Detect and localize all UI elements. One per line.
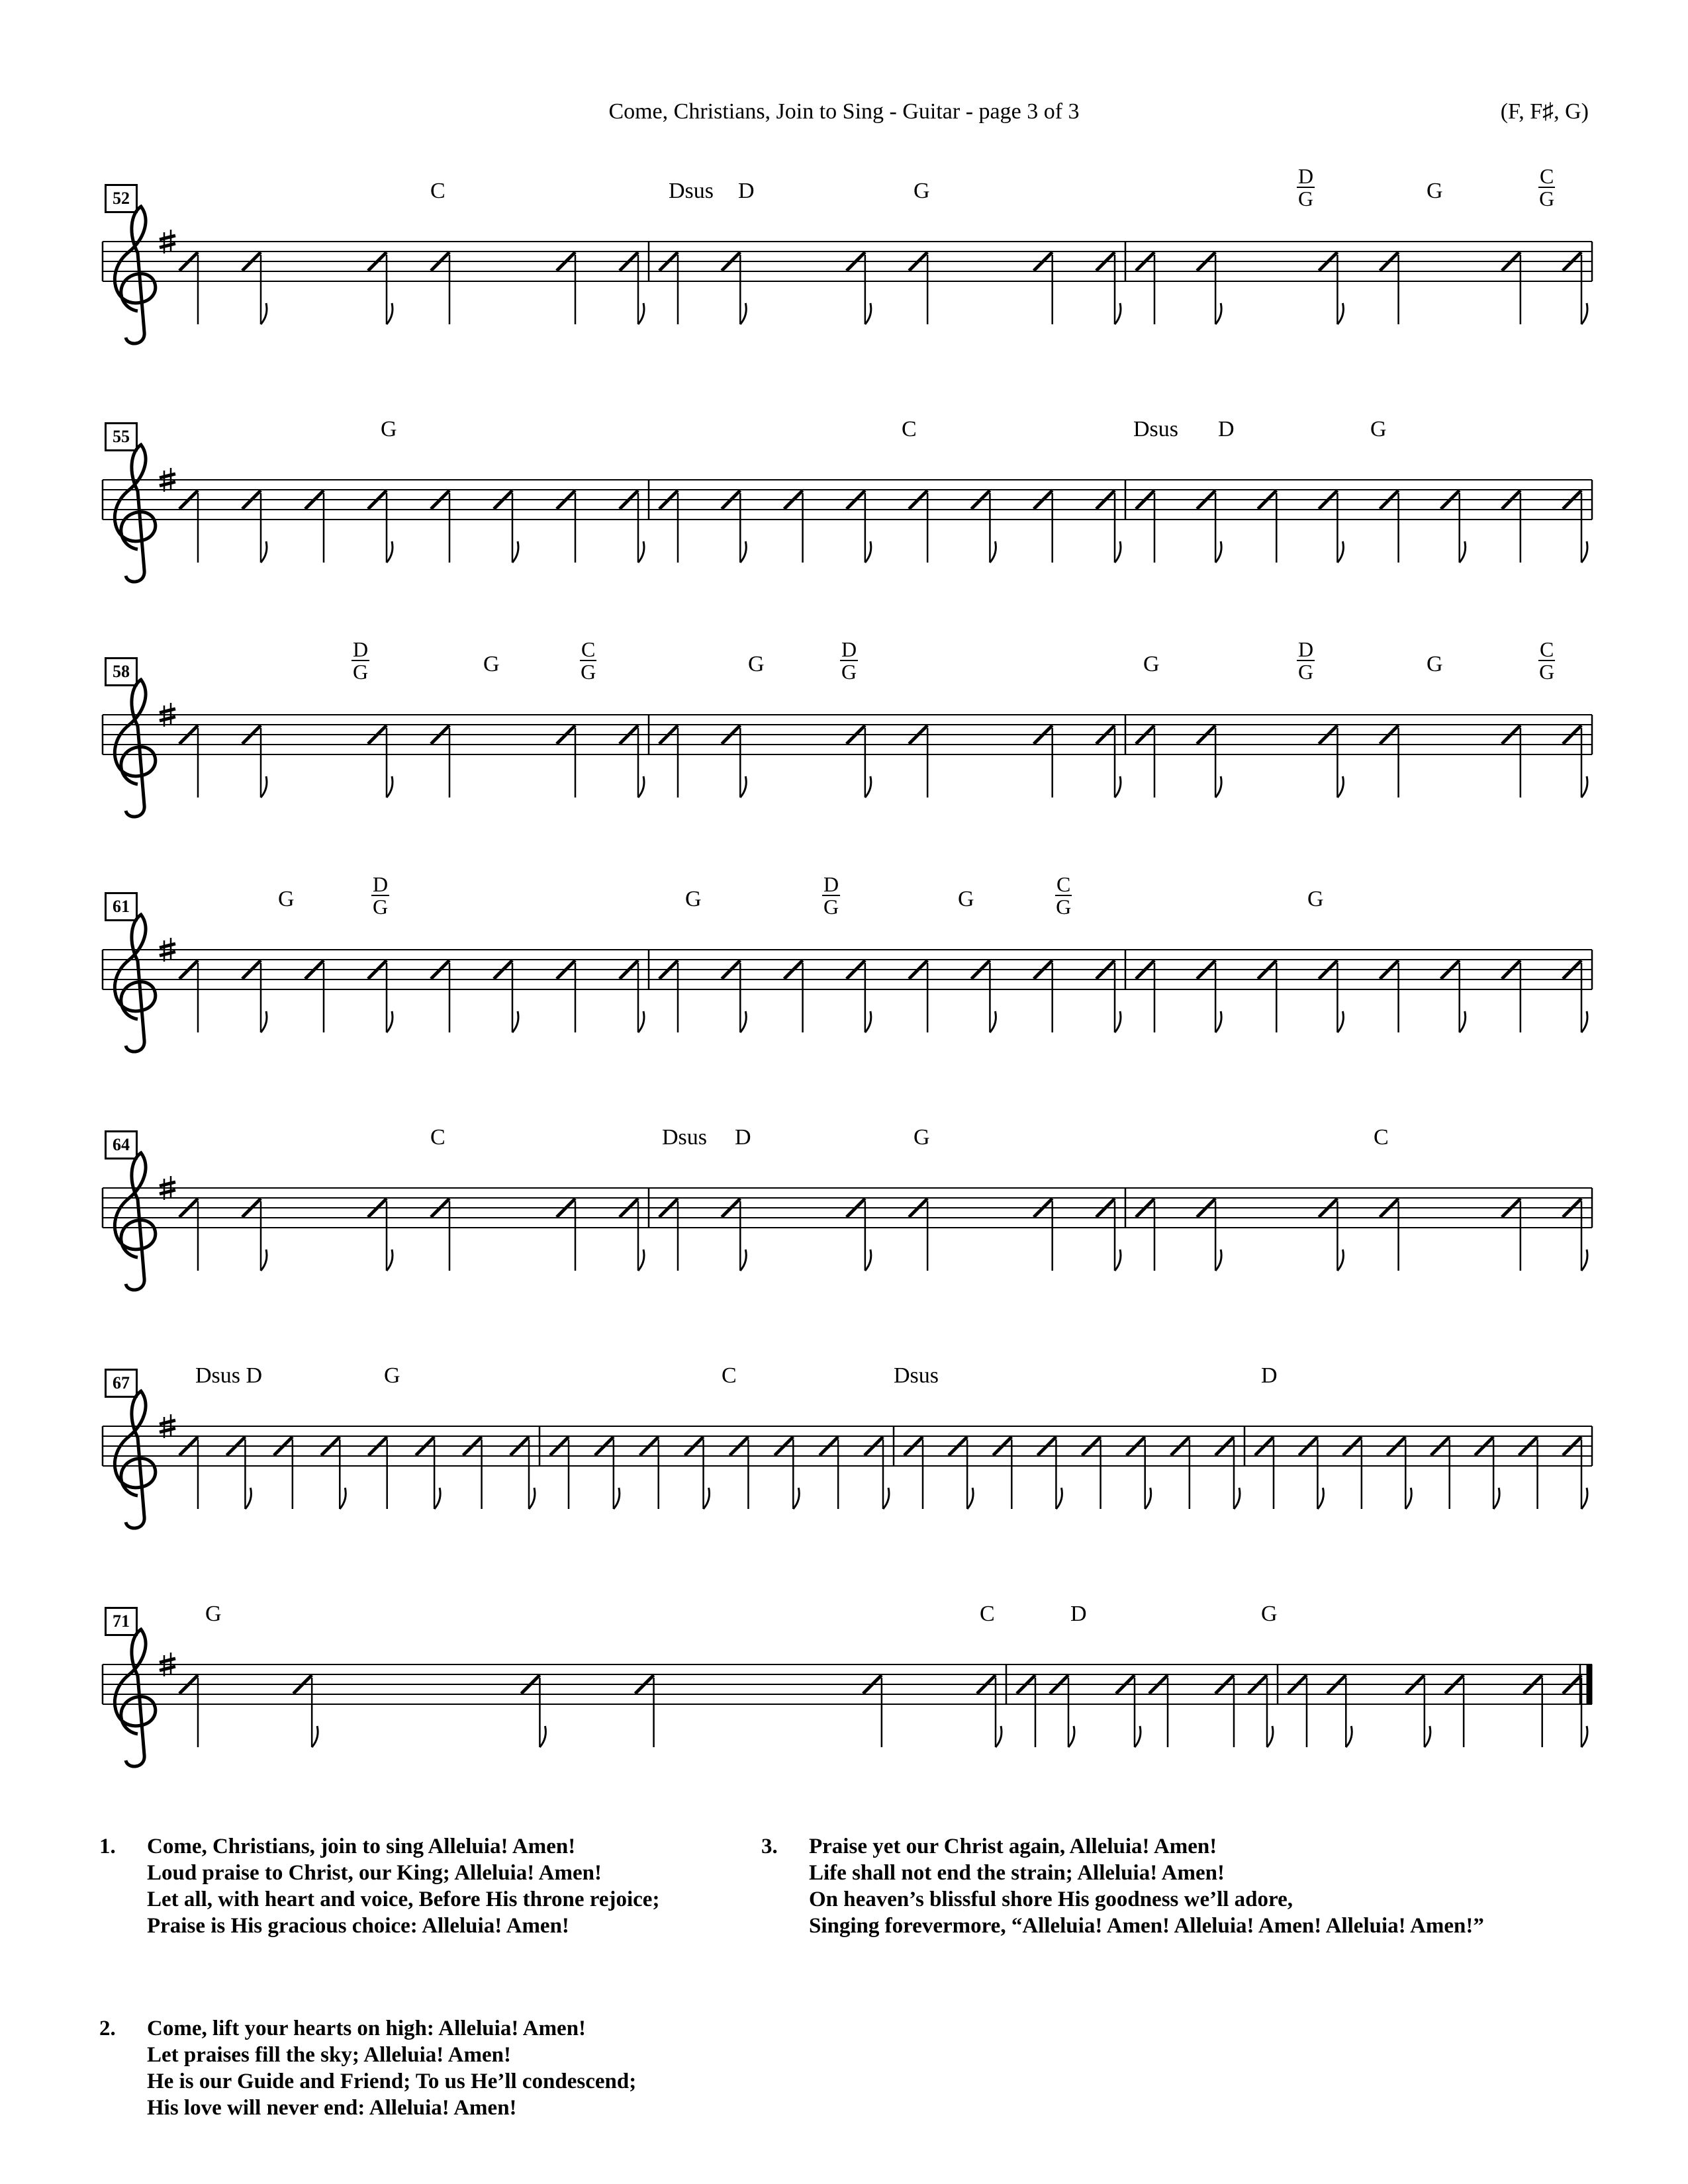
slash-note xyxy=(949,1437,973,1509)
slash-note xyxy=(847,960,871,1032)
chord-symbol: G xyxy=(1261,1602,1278,1626)
slash-note xyxy=(242,490,267,563)
slash-note xyxy=(557,960,575,1032)
chord-symbol: D xyxy=(1218,417,1235,441)
slash-note xyxy=(977,1675,1002,1747)
slash-note xyxy=(847,725,871,797)
slash-note xyxy=(431,490,449,563)
treble-clef-icon xyxy=(115,1153,155,1290)
chord-symbol: G xyxy=(278,887,295,911)
treble-clef-icon xyxy=(115,1391,155,1528)
measure-number: 55 xyxy=(105,422,138,451)
slash-note xyxy=(321,1437,346,1509)
slash-note xyxy=(494,960,518,1032)
slash-note xyxy=(179,1199,198,1271)
slash-note xyxy=(620,252,644,324)
slash-chord-top: C xyxy=(1540,637,1554,661)
slash-note xyxy=(1563,1437,1587,1509)
slash-note xyxy=(1380,1199,1399,1271)
slash-note xyxy=(242,252,267,324)
lyric-line: Life shall not end the strain; Alleluia! Amen! xyxy=(809,1861,1225,1885)
slash-note xyxy=(557,490,575,563)
staff-system-58 xyxy=(0,637,1688,837)
slash-note xyxy=(904,1437,923,1509)
chord-symbol: G xyxy=(1307,887,1324,911)
slash-note xyxy=(1319,490,1343,563)
slash-chord-bass: G xyxy=(1298,660,1314,684)
slash-note xyxy=(1563,1199,1587,1271)
slash-note xyxy=(971,960,996,1032)
slash-note xyxy=(1136,1199,1154,1271)
slash-note xyxy=(1149,1675,1168,1747)
treble-clef-icon xyxy=(115,915,155,1052)
slash-note xyxy=(729,1437,748,1509)
staff-system-71 xyxy=(0,1602,1688,1787)
slash-chord xyxy=(1297,639,1315,682)
slash-note xyxy=(242,1199,267,1271)
slash-note xyxy=(1136,725,1154,797)
slash-chord-top: D xyxy=(823,872,839,896)
slash-note xyxy=(431,1199,449,1271)
slash-chord xyxy=(822,874,840,917)
chord-symbol: C xyxy=(430,1125,445,1150)
chord-symbol: Dsus xyxy=(669,179,714,203)
slash-note xyxy=(1096,490,1121,563)
slash-note xyxy=(722,252,746,324)
slash-note xyxy=(557,1199,575,1271)
slash-note xyxy=(971,490,996,563)
lyric-line: Let praises fill the sky; Alleluia! Amen! xyxy=(147,2043,511,2067)
slash-note xyxy=(685,1437,710,1509)
chord-symbol: G xyxy=(1143,652,1160,676)
slash-chord xyxy=(1055,874,1072,917)
chord-symbol: G xyxy=(381,417,397,441)
slash-chord-bass: G xyxy=(373,895,389,919)
slash-note xyxy=(1563,252,1587,324)
slash-note xyxy=(179,252,198,324)
staff-svg xyxy=(0,1363,1688,1549)
staff-system-61 xyxy=(0,872,1688,1072)
chord-symbol: C xyxy=(902,417,917,441)
slash-note xyxy=(274,1437,293,1509)
slash-note xyxy=(1096,725,1121,797)
slash-note xyxy=(1380,960,1399,1032)
verse-number: 2. xyxy=(99,2017,116,2040)
slash-note xyxy=(1299,1437,1323,1509)
slash-note xyxy=(640,1437,659,1509)
slash-note xyxy=(620,490,644,563)
slash-note xyxy=(620,1199,644,1271)
slash-note xyxy=(1136,960,1154,1032)
slash-note xyxy=(494,490,518,563)
slash-note xyxy=(179,1437,198,1509)
lyric-line: Let all, with heart and voice, Before His throne rejoice; xyxy=(147,1888,660,1911)
chord-symbol: Dsus xyxy=(662,1125,708,1150)
slash-note xyxy=(368,960,393,1032)
slash-note xyxy=(242,725,267,797)
slash-note xyxy=(1136,490,1154,563)
slash-note xyxy=(368,490,393,563)
staff-svg xyxy=(0,1602,1688,1787)
slash-chord-top: D xyxy=(353,637,369,661)
lyric-line: Come, lift your hearts on high: Alleluia! Amen! xyxy=(147,2017,586,2040)
slash-chord xyxy=(371,874,389,917)
chord-symbol: C xyxy=(430,179,445,203)
slash-note xyxy=(1096,252,1121,324)
staff-svg xyxy=(0,179,1688,364)
slash-note xyxy=(368,252,393,324)
slash-note xyxy=(1502,490,1521,563)
lyric-line: Come, Christians, join to sing Alleluia! Amen! xyxy=(147,1835,576,1858)
slash-note xyxy=(1034,490,1053,563)
chord-symbol: Dsus xyxy=(1133,417,1179,441)
slash-note xyxy=(521,1675,545,1747)
staff-svg xyxy=(0,1125,1688,1310)
lyric-line: His love will never end: Alleluia! Amen! xyxy=(147,2096,517,2120)
slash-note xyxy=(1387,1437,1411,1509)
slash-note xyxy=(179,725,198,797)
measure-number: 52 xyxy=(105,184,138,213)
slash-note xyxy=(1441,960,1466,1032)
slash-note xyxy=(784,960,803,1032)
slash-note xyxy=(431,960,449,1032)
slash-note xyxy=(179,960,198,1032)
slash-note xyxy=(1017,1675,1035,1747)
slash-note xyxy=(993,1437,1011,1509)
slash-chord-bass: G xyxy=(353,660,369,684)
chord-symbol: C xyxy=(1374,1125,1389,1150)
slash-chord-bass: G xyxy=(1298,187,1314,210)
slash-note xyxy=(1319,960,1343,1032)
verse-number: 1. xyxy=(99,1835,116,1858)
slash-note xyxy=(865,1437,889,1509)
slash-note xyxy=(1034,725,1053,797)
slash-chord xyxy=(352,639,369,682)
slash-chord-bass: G xyxy=(581,660,596,684)
measure-number: 71 xyxy=(105,1607,138,1636)
slash-note xyxy=(909,960,927,1032)
slash-note xyxy=(368,1199,393,1271)
slash-note xyxy=(595,1437,620,1509)
chord-symbol: G xyxy=(384,1363,400,1388)
chord-symbol: D xyxy=(738,179,755,203)
slash-note xyxy=(909,490,927,563)
slash-chord-top: D xyxy=(1298,637,1314,661)
slash-note xyxy=(847,252,871,324)
slash-note xyxy=(863,1675,882,1747)
treble-clef-icon xyxy=(115,445,155,582)
slash-note xyxy=(1171,1437,1190,1509)
slash-note xyxy=(1563,1675,1587,1747)
slash-note xyxy=(659,960,678,1032)
staff-system-52 xyxy=(0,164,1688,364)
chord-symbol: D xyxy=(1070,1602,1087,1626)
chord-symbol: C xyxy=(722,1363,737,1388)
slash-note xyxy=(1563,725,1587,797)
slash-note xyxy=(1197,960,1221,1032)
slash-chord-bass: G xyxy=(823,895,839,919)
treble-clef-icon xyxy=(115,1629,155,1766)
slash-note xyxy=(226,1437,251,1509)
chord-symbol: G xyxy=(1427,652,1443,676)
slash-note xyxy=(1034,252,1053,324)
slash-note xyxy=(909,725,927,797)
slash-note xyxy=(369,1437,387,1509)
chord-symbol: D xyxy=(1261,1363,1278,1388)
slash-note xyxy=(1380,252,1399,324)
slash-chord xyxy=(1538,639,1555,682)
chord-symbol: C xyxy=(980,1602,995,1626)
slash-chord xyxy=(1297,165,1315,209)
verse-number: 3. xyxy=(761,1835,778,1858)
slash-note xyxy=(1319,1199,1343,1271)
slash-chord xyxy=(580,639,596,682)
slash-note xyxy=(1255,1437,1274,1509)
staff-system-64 xyxy=(0,1125,1688,1310)
slash-note xyxy=(722,490,746,563)
slash-note xyxy=(293,1675,318,1747)
slash-note xyxy=(431,252,449,324)
slash-note xyxy=(1116,1675,1141,1747)
chord-symbol: G xyxy=(1427,179,1443,203)
key-list: (F, F♯, G) xyxy=(1500,99,1589,124)
slash-note xyxy=(1343,1437,1362,1509)
slash-note xyxy=(620,960,644,1032)
slash-note xyxy=(784,490,803,563)
slash-chord-top: D xyxy=(373,872,389,896)
slash-note xyxy=(659,490,678,563)
slash-chord xyxy=(840,639,858,682)
slash-note xyxy=(1431,1437,1450,1509)
slash-chord-top: D xyxy=(841,637,857,661)
slash-note xyxy=(179,1675,198,1747)
slash-note xyxy=(1197,252,1221,324)
slash-note xyxy=(659,725,678,797)
slash-note xyxy=(1096,960,1121,1032)
lyric-line: Praise yet our Christ again, Alleluia! Amen! xyxy=(809,1835,1217,1858)
slash-chord-top: C xyxy=(1540,164,1554,188)
slash-note xyxy=(1475,1437,1499,1509)
slash-note xyxy=(557,252,575,324)
slash-note xyxy=(179,490,198,563)
chord-symbol: G xyxy=(958,887,974,911)
slash-note xyxy=(1441,490,1466,563)
slash-note xyxy=(1563,960,1587,1032)
slash-note xyxy=(1406,1675,1430,1747)
measure-number: 61 xyxy=(105,892,138,921)
slash-note xyxy=(550,1437,569,1509)
slash-note xyxy=(1037,1437,1062,1509)
slash-note xyxy=(1258,960,1276,1032)
staff-system-67 xyxy=(0,1363,1688,1549)
slash-note xyxy=(1288,1675,1307,1747)
slash-note xyxy=(557,725,575,797)
slash-note xyxy=(416,1437,440,1509)
slash-note xyxy=(1319,252,1343,324)
chord-symbol: G xyxy=(685,887,702,911)
slash-note xyxy=(722,1199,746,1271)
chord-symbol: Dsus D xyxy=(195,1363,263,1388)
lyric-line: Praise is His gracious choice: Alleluia! Amen! xyxy=(147,1914,569,1938)
slash-note xyxy=(1050,1675,1074,1747)
lyric-line: On heaven’s blissful shore His goodness we’ll adore, xyxy=(809,1888,1293,1911)
slash-note xyxy=(1034,1199,1053,1271)
slash-note xyxy=(820,1437,838,1509)
slash-chord-top: D xyxy=(1298,164,1314,188)
chord-symbol: G xyxy=(205,1602,222,1626)
slash-note xyxy=(1034,960,1053,1032)
verse-2 xyxy=(99,2015,636,2121)
measure-number: 64 xyxy=(105,1130,138,1160)
slash-chord-bass: G xyxy=(841,660,857,684)
slash-note xyxy=(431,725,449,797)
chord-symbol: G xyxy=(483,652,500,676)
slash-note xyxy=(1502,1199,1521,1271)
slash-chord-bass: G xyxy=(1056,895,1072,919)
slash-note xyxy=(1380,490,1399,563)
chord-symbol: G xyxy=(1370,417,1387,441)
slash-note xyxy=(368,725,393,797)
verse-3 xyxy=(761,1833,1484,1939)
measure-number: 67 xyxy=(105,1369,138,1398)
chord-symbol: G xyxy=(748,652,765,676)
slash-note xyxy=(909,252,927,324)
slash-note xyxy=(1127,1437,1151,1509)
slash-note xyxy=(242,960,267,1032)
slash-note xyxy=(722,960,746,1032)
chord-symbol: G xyxy=(914,179,930,203)
slash-note xyxy=(659,252,678,324)
slash-note xyxy=(1524,1675,1542,1747)
slash-note xyxy=(1445,1675,1464,1747)
slash-chord-top: C xyxy=(581,637,596,661)
slash-note xyxy=(463,1437,482,1509)
verse-1 xyxy=(99,1833,659,1939)
lyric-line: Singing forevermore, “Alleluia! Amen! Alleluia! Amen! Alleluia! Amen!” xyxy=(809,1914,1484,1938)
slash-note xyxy=(1563,490,1587,563)
chord-symbol: G xyxy=(914,1125,930,1150)
slash-note xyxy=(1502,252,1521,324)
slash-note xyxy=(1096,1199,1121,1271)
lyric-line: Loud praise to Christ, our King; Alleluia! Amen! xyxy=(147,1861,602,1885)
slash-chord xyxy=(1538,165,1555,209)
staff-svg xyxy=(0,417,1688,602)
slash-note xyxy=(1380,725,1399,797)
lyric-line: He is our Guide and Friend; To us He’ll condescend; xyxy=(147,2070,637,2093)
slash-note xyxy=(1502,725,1521,797)
slash-chord-top: C xyxy=(1056,872,1071,896)
slash-chord-bass: G xyxy=(1539,660,1555,684)
slash-note xyxy=(1082,1437,1101,1509)
slash-note xyxy=(635,1675,654,1747)
slash-note xyxy=(722,725,746,797)
slash-note xyxy=(305,490,324,563)
slash-note xyxy=(847,1199,871,1271)
page-title: Come, Christians, Join to Sing - Guitar - page 3 of 3 xyxy=(608,99,1080,124)
slash-note xyxy=(1327,1675,1352,1747)
slash-note xyxy=(1215,1675,1234,1747)
slash-note xyxy=(1519,1437,1538,1509)
treble-clef-icon xyxy=(115,206,155,343)
staff-svg xyxy=(0,887,1688,1072)
chord-symbol: D xyxy=(735,1125,751,1150)
staff-system-55 xyxy=(0,417,1688,602)
slash-chord-bass: G xyxy=(1539,187,1555,210)
slash-note xyxy=(909,1199,927,1271)
slash-note xyxy=(1248,1675,1273,1747)
slash-note xyxy=(1197,725,1221,797)
slash-note xyxy=(620,725,644,797)
treble-clef-icon xyxy=(115,680,155,817)
slash-note xyxy=(659,1199,678,1271)
slash-note xyxy=(774,1437,799,1509)
slash-note xyxy=(847,490,871,563)
slash-note xyxy=(1197,490,1221,563)
slash-note xyxy=(305,960,324,1032)
slash-note xyxy=(1197,1199,1221,1271)
measure-number: 58 xyxy=(105,657,138,686)
slash-note xyxy=(1258,490,1276,563)
chord-symbol: Dsus xyxy=(894,1363,939,1388)
slash-note xyxy=(1136,252,1154,324)
slash-note xyxy=(510,1437,535,1509)
slash-note xyxy=(1319,725,1343,797)
slash-note xyxy=(1215,1437,1240,1509)
slash-note xyxy=(1502,960,1521,1032)
